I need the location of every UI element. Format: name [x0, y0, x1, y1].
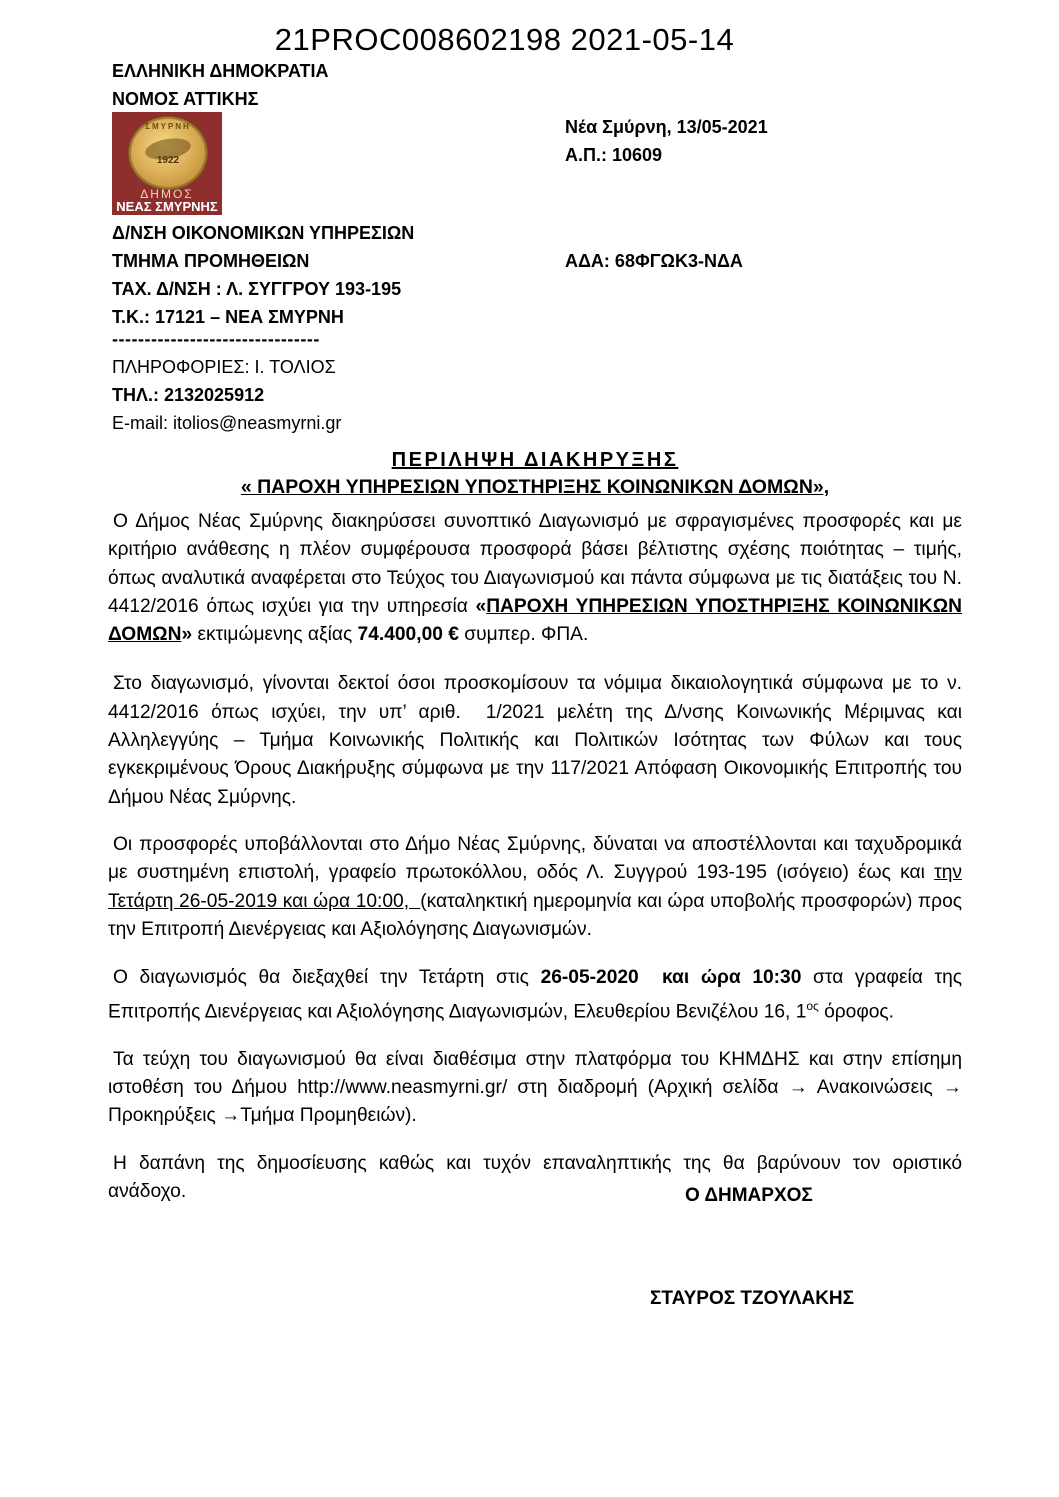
paragraph-publication-costs: Η δαπάνη της δημοσίευσης καθώς και τυχόν επαναληπτικής της θα βαρύνουν τον οριστικό ανάδοχο. [108, 1152, 962, 1203]
doc-title: ΠΕΡΙΛΗΨΗ ΔΙΑΚΗΡΥΞΗΣ [391, 449, 679, 471]
address-line: ΤΑΧ. Δ/ΝΣΗ : Λ. ΣΥΓΓΡΟΥ 193-195 [112, 279, 402, 299]
paragraph-offer-submission: Οι προσφορές υποβάλλονται στο Δήμο Νέας Σμύρνης, δύναται να αποστέλλονται και ταχυδρομικά με συστημένη επιστολή, γραφείο πρωτοκόλλου, οδός Λ. Συγγρού 193-195 (ισόγειο) έως και την Τετάρτη 26-05-2019 και ώρα 10:00, (καταληκτική ημερομηνία και ώρα υποβολής προσφορών) προς την Επιτροπή Διενέργειας και Αξιολόγησης Διαγωνισμών. [108, 834, 962, 941]
contact-info-line: ΠΛΗΡΟΦΟΡΙΕΣ: Ι. ΤΟΛΙΟΣ [112, 357, 336, 377]
signature-role: Ο ΔΗΜΑΡΧΟΣ [685, 1185, 813, 1206]
paragraph-tender-opening: Ο διαγωνισμός θα διεξαχθεί την Τετάρτη στις 26-05-2020 και ώρα 10:30 στα γραφεία της Επιτροπής Διενέργειας και Αξιολόγησης Διαγωνισμών, Ελευθερίου Βενιζέλου 16, $1^{o\varsigma}$ όροφος. [108, 966, 963, 1023]
protocol-number-line: Α.Π.: 10609 [565, 145, 663, 165]
prefecture-line: ΝΟΜΟΣ ΑΤΤΙΚΗΣ [112, 89, 259, 109]
procurement-code-line: 21PROC008602198 2021-05-14 [274, 22, 735, 57]
document-body [108, 448, 962, 1226]
paragraph-eligibility: Στο διαγωνισμό, γίνονται δεκτοί όσοι προσκομίσουν τα νόμιμα δικαιολογητικά σύμφωνα με το ν. 4412/2016 όπως ισχύει, την υπ’ αριθ. 1/2021 μελέτη της Δ/νσης Κοινωνικής Μέριμνας και Αλληλεγγύης – Τμήμα Κοινωνικής Πολιτικής και Πολιτικών Ισότητας των Φύλων και τους εγκεκριμένους Όρους Διακήρυξης σύμφωνα με την 117/2021 Απόφαση Οικονομικής Επιτροπής του Δήμου Νέας Σμύρνης. [108, 673, 962, 808]
municipality-logo [112, 112, 222, 215]
paragraph-tender-announcement: Ο Δήμος Νέας Σμύρνης διακηρύσσει συνοπτικό Διαγωνισμό με σφραγισμένες προσφορές και με κριτήριο ανάθεσης η πλέον συμφέρουσα προσφορά βάσει βέλτιστης σχέσης ποιότητας – τιμής, όπως αναλυτικά αναφέρεται στο Τεύχος του Διαγωνισμού και πάντα σύμφωνα με τις διατάξεις του Ν. 4412/2016 όπως ισχύει για την υπηρεσία «ΠΑΡΟΧΗ ΥΠΗΡΕΣΙΩΝ ΥΠΟΣΤΗΡΙΞΗΣ ΚΟΙΝΩΝΙΚΩΝ ΔΟΜΩΝ» εκτιμώμενης αξίας 74.400,00 € συμπερ. ΦΠΑ. [108, 511, 962, 646]
coin-year: 1922 [156, 155, 180, 166]
coin-inscription: ΣΜΥΡΝΗ [145, 122, 191, 131]
directorate-line: Δ/ΝΣΗ ΟΙΚΟΝΟΜΙΚΩΝ ΥΠΗΡΕΣΙΩΝ [112, 223, 415, 243]
logo-municipality-word: ΔΗΜΟΣ [140, 187, 194, 201]
date-line: Νέα Σμύρνη, 13/05-2021 [565, 117, 768, 137]
doc-subtitle: « ΠΑΡΟΧΗ ΥΠΗΡΕΣΙΩΝ ΥΠΟΣΤΗΡΙΞΗΣ ΚΟΙΝΩΝΙΚΩΝ ΔΟΜΩΝ», [240, 476, 830, 498]
divider-line: -------------------------------- [112, 329, 320, 349]
ada-line: ΑΔΑ: 68ΦΓΩΚ3-ΝΔΑ [565, 251, 743, 271]
signature-name: ΣΤΑΥΡΟΣ ΤΖΟΥΛΑΚΗΣ [650, 1288, 855, 1309]
paragraph-documents-availability: Τα τεύχη του διαγωνισμού θα είναι διαθέσιμα στην πλατφόρμα του ΚΗΜΔΗΣ και στην επίσημη ιστοθέση του Δήμου http://www.neasmyrni.gr/ στη διαδρομή (Αρχική σελίδα → Ανακοινώσεις → Προκηρύξεις →Τμήμα Προμηθειών). [108, 1048, 962, 1127]
logo-coin [128, 116, 208, 190]
republic-line: ΕΛΛΗΝΙΚΗ ΔΗΜΟΚΡΑΤΙΑ [112, 61, 329, 81]
department-line: ΤΜΗΜΑ ΠΡΟΜΗΘΕΙΩΝ [112, 251, 310, 271]
logo-municipality-name: ΝΕΑΣ ΣΜΥΡΝΗΣ [116, 199, 218, 214]
phone-line: ΤΗΛ.: 2132025912 [112, 385, 265, 405]
email-line: E-mail: itolios@neasmyrni.gr [112, 413, 342, 433]
postal-code-line: Τ.Κ.: 17121 – ΝΕΑ ΣΜΥΡΝΗ [112, 307, 344, 327]
